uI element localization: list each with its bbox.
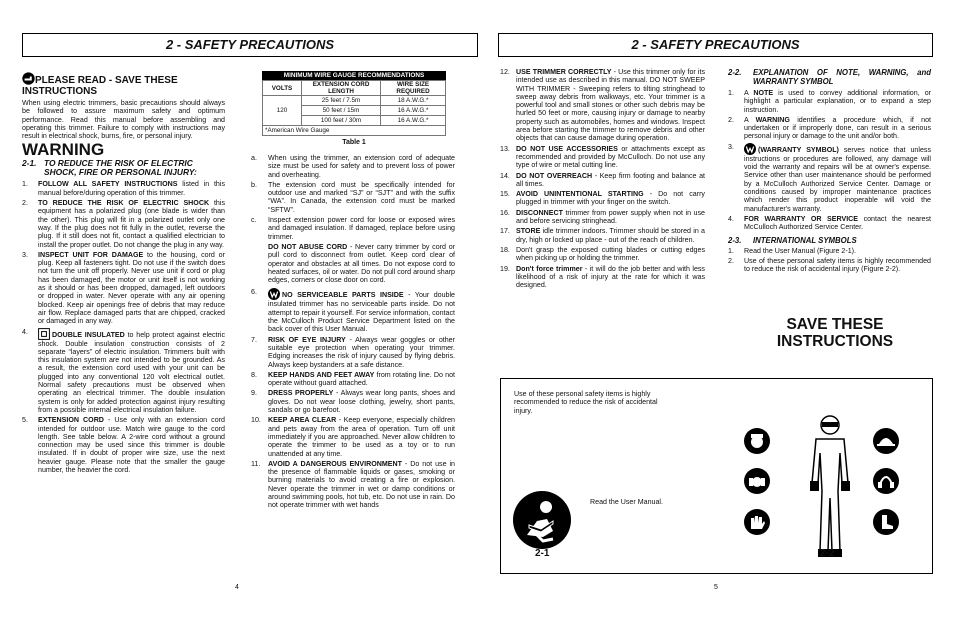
item-bold: FOR WARRANTY OR SERVICE [744, 214, 859, 223]
right-list-item [500, 145, 705, 170]
hearing-protection-icon [873, 468, 899, 494]
safety-boots-icon [873, 509, 899, 535]
item-bold: FOLLOW ALL SAFETY INSTRUCTIONS [38, 180, 178, 189]
mid-list-item [251, 371, 455, 388]
right-list-item [500, 68, 705, 143]
item-text: - Always wear goggles or other suitable eye protection when operating your trimmer. Edging increases the risk of injury caused by flying debris. Always keep bystanders at a safe distance. [268, 335, 455, 369]
table-cell: 16 A.W.G.* [381, 116, 446, 126]
section-2-3-heading: 2-3. INTERNATIONAL SYMBOLS [728, 236, 857, 246]
right-page-number: 5 [714, 584, 718, 591]
right-list-item [500, 265, 705, 290]
cord-list-item [251, 154, 455, 179]
item-number: b. [251, 180, 257, 189]
save-these-instructions: SAVE THESE INSTRUCTIONS [776, 316, 894, 350]
item-text: When using the trimmer, an extension cord of adequate size must be used for safety and to prevent loss of power and overheating. [268, 154, 455, 179]
item-text: identifies a procedure which, if not undertaken or if improperly done, can result in a serious personal injury or damage to the unit and/or both. [744, 115, 931, 141]
item-number: c. [251, 216, 257, 225]
item-text: - it will do the job better and with less likelihood of a risk of injury at the rate for which it was designed. [516, 264, 705, 290]
cord-list-item [251, 216, 455, 241]
left-page-header: 2 - SAFETY PRECAUTIONS [22, 33, 478, 57]
right-list-item [500, 190, 705, 207]
item-number: 7. [251, 335, 257, 344]
col-wire: WIRE SIZE REQUIRED [381, 81, 446, 96]
item-bold: KEEP HANDS AND FEET AWAY [268, 370, 375, 379]
item-bold: DRESS PROPERLY [268, 389, 334, 398]
left-list-item [22, 328, 225, 415]
wire-gauge-table [262, 71, 446, 146]
please-read-heading: PLEASE READ - SAVE THESE INSTRUCTIONS [22, 72, 225, 97]
item-bold: DO NOT OVERREACH [516, 171, 593, 180]
item-number: 2. [728, 115, 734, 124]
item-number: 5. [22, 416, 28, 425]
item-bold: EXTENSION CORD [38, 416, 104, 425]
item-text: serves notice that unless instructions or procedures are followed, any damage will void the warranty and repairs will be at owner's expense. Service other than user maintenance should be performed by a McCulloch Authorized Service Center. Damage or conditions caused by improper maintenance practices which render this product inoperable will void the manufacturer's warranty. [744, 145, 931, 213]
item-bold: DO NOT USE ACCESSORIES [516, 144, 618, 153]
table-cell: 16 A.W.G.* [381, 106, 446, 116]
item-bold: USE TRIMMER CORRECTLY [516, 68, 612, 76]
item-number: 14. [500, 171, 510, 180]
item-number: 1. [22, 180, 28, 189]
item-number: 11. [251, 459, 261, 468]
volts-cell: 120 [263, 96, 302, 126]
item-text: idle trimmer indoors. Trimmer should be stored in a dry, high or locked up place - out of the reach of children. [516, 227, 705, 244]
right-list-item [500, 246, 705, 263]
left-column [22, 72, 225, 476]
section-2-1-heading: 2-1. TO REDUCE THE RISK OF ELECTRIC SHOCK, FIRE OR PERSONAL INJURY: [22, 158, 197, 178]
left-page-number: 4 [235, 584, 239, 591]
symbol-list-item [728, 89, 931, 114]
item-number: 6. [251, 288, 257, 297]
right-column-2 [728, 68, 931, 274]
item-bold: AVOID A DANGEROUS ENVIRONMENT [268, 459, 402, 468]
item-number: 2. [728, 256, 734, 265]
symbol-list-item [728, 215, 931, 232]
hand-pointer-icon [22, 72, 35, 85]
left-list-item [22, 180, 225, 197]
double-insulated-icon [38, 328, 50, 340]
col-length: EXTENSION CORD LENGTH [302, 81, 381, 96]
item-text: - Keep firm footing and balance at all times. [516, 171, 705, 188]
left-items [22, 180, 225, 474]
left-list-item [22, 416, 225, 474]
item-text: Don't grasp the exposed cutting blades or cutting edges when picking up or holding the trimmer. [516, 245, 705, 263]
item-bold: INSPECT UNIT FOR DAMAGE [38, 250, 144, 259]
table-title: MINIMUM WIRE GAUGE RECOMMENDATIONS [262, 71, 446, 80]
item-text: - Always wear long pants, shoes and gloves. Do not wear loose clothing, jewelry, short pants, sandals or go barefoot. [268, 389, 455, 415]
item-text: The extension cord must be specifically intended for outdoor use and marked “SJ” or “SJT” and with the suffix “WA”. In Canada, the extension cord must be marked “SFTW”. [268, 180, 455, 214]
item-bold: Don't force trimmer [516, 264, 583, 273]
item-bold: STORE [516, 227, 541, 236]
item-bold: DOUBLE INSULATED [52, 330, 125, 339]
hard-hat-icon [873, 428, 899, 454]
table-cell: 18 A.W.G.* [381, 96, 446, 106]
item-text: Inspect extension power cord for loose or exposed wires and damaged insulation. If damaged, replace before using trimmer. [268, 216, 455, 241]
table-cell: 100 feet / 30m [302, 116, 381, 126]
item-bold: KEEP AREA CLEAR [268, 416, 337, 425]
col-volts: VOLTS [263, 81, 302, 96]
item-number: a. [251, 154, 257, 162]
item-text: - Your double insulated trimmer has no serviceable parts inside. Do not attempt to repair it yourself. For service information, contact the McCulloch Product Service Department listed on the back cover of this User Manual. [268, 291, 456, 334]
ear-protection-icon [744, 468, 770, 494]
warranty-symbol-icon [268, 288, 280, 300]
item-text: is used to convey additional information, or highlight a particular explanation, or to expand a step instruction. [744, 89, 932, 114]
symbol-list-item [728, 116, 931, 141]
item-bold: DISCONNECT [516, 208, 563, 217]
item-text: Use of these personal safety items is highly recommended to reduce the risk of accidental injury (Figure 2-2). [744, 256, 931, 274]
figure-label-2-1: 2-1 [535, 548, 550, 559]
section-2-2-heading: 2-2. EXPLANATION OF NOTE, WARNING, and WARRANTY SYMBOL [728, 68, 931, 86]
item-number: 1. [728, 247, 734, 256]
left-list-item [22, 251, 225, 326]
item-number: 17. [500, 227, 510, 236]
item-number: 4. [22, 327, 28, 336]
item-text: - Use this trimmer only for its intended use as described in this manual. DO NOT SWEEP WITH TRIMMER - Sweeping refers to tilting stringhead to sweep away debris from walkways, etc. Your trimmer is a powerful tool and small stones or other such debris may be hurled 50 feet or more, causing injury or damage to nearby property such as automobiles, homes and windows. Inspect area before starting the trimmer to remove debris and other objects that can cause damage during operation. [516, 68, 705, 143]
item-text: to help protect against electric shock. Double insulation construction consists of 2 separate “layers” of electric insulation. Trimmers built with this insulation system are not intended to be grounded. As a result, the extension cord used with your unit can be plugged into any conventional 120 volt electrical outlet. Normal safety precautions must be observed when operating an electrical trimmer. The double insulation system is only for added protection against injury resulting from a possible internal electrical insulation failure. [38, 330, 225, 414]
item-number: 2. [22, 199, 28, 208]
item-text: - Do not carry plugged in trimmer with your finger on the switch. [516, 190, 705, 207]
item-bold: WARNING [755, 115, 790, 124]
right-list-item [500, 227, 705, 244]
item-number: 8. [251, 370, 257, 379]
item-number: 3. [22, 250, 28, 259]
item-number: 12. [500, 68, 510, 76]
warranty-symbol-icon [744, 143, 756, 155]
right-list-item [500, 209, 705, 226]
item-number: 19. [500, 264, 510, 273]
intl-symbol-item [728, 257, 931, 274]
item-text: Read the User Manual (Figure 2-1). [744, 247, 856, 256]
item-bold: NO SERVICEABLE PARTS INSIDE [282, 291, 404, 300]
item-number: 1. [728, 89, 734, 97]
figure-text-top: Use of these personal safety items is highly recommended to reduce the risk of accidental injury. [514, 390, 658, 415]
intl-symbol-item [728, 247, 931, 255]
item-number: 4. [728, 214, 734, 223]
mid-list-item [251, 288, 455, 333]
mid-list-item [251, 389, 455, 414]
right-column-1 [500, 68, 705, 291]
cord-list-item [251, 181, 455, 214]
item-text: from rotating line. Do not operate without guard attached. [268, 370, 455, 388]
item-number: 16. [500, 208, 510, 217]
figure-text-read: Read the User Manual. [590, 498, 663, 506]
table-footnote: *American Wire Gauge [263, 126, 446, 136]
item-number: 13. [500, 144, 510, 153]
table-caption: Table 1 [342, 139, 366, 146]
intro-text: When using electric trimmers, basic precautions should always be followed to assure maximum safety and optimum performance. Read this manual before assembling and operating this trimmer. Failure to comply with instructions may result in electrical shock, burns, fire, or personal injury. [22, 99, 225, 141]
symbol-list-item [728, 143, 931, 213]
item-text: - Keep everyone, especially children and pets away from the area of operation. Turn off unit immediately if you are approached. Never allow children to operate the trimmer to be used as a toy or to run unattended at any time. [268, 416, 455, 458]
mid-list-item [251, 336, 455, 369]
item-text: listed in this manual before/during operation of this trimmer. [38, 180, 225, 197]
item-bold: AVOID UNINTENTIONAL STARTING [516, 190, 644, 199]
right-list-item [500, 172, 705, 189]
item-number: 3. [728, 142, 734, 151]
item-bold: RISK OF EYE INJURY [268, 335, 346, 344]
item-number: 18. [500, 245, 510, 254]
table-cell: 50 feet / 15m [302, 106, 381, 116]
item-text: - Use only with an extension cord intended for outdoor use. Match wire gauge to the cord length. See table below. A 2-wire cord without a ground connection may be used since this trimmer is double insulated. If in doubt of proper wire size, use the next heavier gauge. Please note that the smaller the gauge number, the heavier the cord. [38, 416, 225, 474]
figure-label-2-2: 2-2 [820, 548, 835, 559]
item-bold: NOTE [753, 89, 774, 97]
middle-column [251, 154, 455, 512]
item-text: trimmer from power supply when not in use and before servicing stringhead. [516, 208, 705, 226]
item-number: 15. [500, 190, 510, 199]
right-page-header: 2 - SAFETY PRECAUTIONS [498, 33, 933, 57]
item-prefix: A [744, 115, 756, 124]
read-manual-icon [513, 491, 571, 549]
item-bold: (WARRANTY SYMBOL) [758, 145, 839, 154]
item-number: 9. [251, 389, 257, 398]
gloves-icon [744, 509, 770, 535]
left-list-item [22, 199, 225, 249]
item-number: 10. [251, 416, 261, 425]
warning-heading: WARNING [22, 140, 105, 160]
item-text: or attachments except as recommended and provided by McCulloch. Do not use any type of wire or metal cutting line. [516, 144, 705, 170]
item-text: to the housing, cord or plug. Keep all fasteners tight. Do not use if the switch does not turn the unit off properly. Never use unit if cord or plug has been damaged, the motor or unit itself is not working as it should or has been dropped, damaged, left outdoors or dropped in water. Never operate with any air opening blocked. Keep air openings free of debris that may reduce air flow. Replace damaged parts that are chipped, cracked or damaged in any way. [38, 250, 225, 326]
mid-list-item [251, 460, 455, 510]
table-cell: 25 feet / 7.5m [302, 96, 381, 106]
item-text: this equipment has a polarized plug (one blade is wider than the other). This plug will fit in a polarized outlet only one way. If the plug does not fit fully in the outlet, reverse the plug. If it still does not fit, contact a qualified electrician to install the proper outlet. Do not change the plug in any way. [38, 199, 226, 249]
person-ppe-icon [800, 413, 860, 563]
mid-list-item [251, 416, 455, 457]
item-bold: TO REDUCE THE RISK OF ELECTRIC SHOCK [38, 199, 210, 208]
item-prefix: A [744, 89, 754, 97]
item-text: - Do not use in the presence of flammable liquids or gases, smoking or burning materials to avoid creating a fire or explosion. Never operate the trimmer in wet or damp conditions or around swimming pools, hot tub, etc. Do not use in rain. Do not operate trimmer with wet hands [268, 459, 455, 510]
face-shield-icon [744, 428, 770, 454]
item-text: contact the nearest McCulloch Authorized Service Center. [744, 214, 931, 232]
do-not-abuse-cord: DO NOT ABUSE CORD - Never carry trimmer by cord or pull cord to disconnect from outlet. Keep cord clear of operator and obstacles at all times. Do not expose cord to heated surfaces, oil or water. Do not pull cord around sharp edges, corners or close door on cord. [268, 242, 456, 285]
